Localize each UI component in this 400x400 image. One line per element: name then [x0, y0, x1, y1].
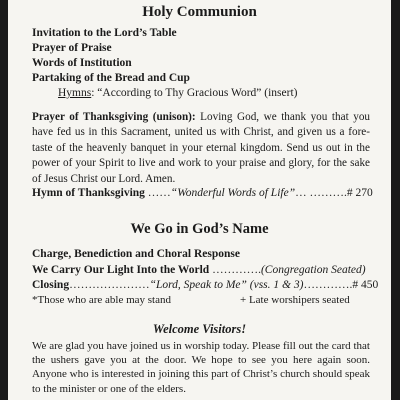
- item-partaking: Partaking of the Bread and Cup: [32, 72, 190, 84]
- item-invitation: Invitation to the Lord’s Table: [32, 27, 177, 39]
- carry-dots: ………….: [209, 264, 261, 276]
- carry-line: [32, 263, 370, 277]
- closing-title: “Lord, Speak to Me” (vss. 1 & 3): [149, 279, 304, 291]
- closing-dots2: ………….: [303, 279, 353, 291]
- communion-title: Holy Communion: [142, 4, 257, 20]
- hymn-thanks-dots2: … ……….: [295, 187, 347, 199]
- welcome-title: Welcome Visitors!: [152, 322, 247, 336]
- item-prayer-of-praise: Prayer of Praise: [32, 42, 112, 54]
- stand-note: *Those who are able may stand: [32, 294, 171, 306]
- welcome-text: We are glad you have joined us in worship today. Please fill out the card that the ushers gave you at the door. We hope to see you here again soon. Anyone who is interested in joining this part of Christ’s church should speak to the minister or one of the elders.: [32, 340, 370, 395]
- closing-number: # 450: [352, 279, 379, 291]
- hymn-thanks-title: “Wonderful Words of Life”: [170, 187, 296, 199]
- closing-label: Closing: [32, 279, 70, 291]
- hymn-thanks-dots: ……: [144, 187, 171, 199]
- go-title: We Go in God’s Name: [130, 221, 269, 237]
- closing-dots: …………………: [69, 279, 150, 291]
- item-words-of-institution: Words of Institution: [32, 57, 132, 69]
- carry-label: We Carry Our Light Into the World: [32, 264, 210, 276]
- hymns-label: Hymns: [58, 87, 92, 99]
- prayer-text: Loving God, we thank you that you have fed us in this Sacrament, united us with Christ, and given us a fore-taste of the heavenly banquet in your eternal kingdom. Send us out in the power of your Spirit to live and work to your praise and glory, for the sake of Jesus Christ our Lord. Amen.: [32, 111, 371, 185]
- charge-line: Charge, Benediction and Choral Response: [32, 248, 240, 260]
- bottom-divider: ------------: [174, 394, 225, 400]
- hymn-thanks-label: Hymn of Thanksgiving: [32, 187, 145, 199]
- closing-line: [32, 278, 379, 292]
- carry-note: (Congregation Seated): [260, 264, 366, 276]
- late-note: + Late worshipers seated: [240, 294, 350, 306]
- hymns-line: [58, 86, 391, 100]
- hymns-text: : “According to Thy Gracious Word” (insert): [91, 87, 298, 99]
- hymn-of-thanksgiving-line: [32, 186, 373, 200]
- prayer-label: Prayer of Thanksgiving (unison):: [32, 111, 196, 123]
- prayer-of-thanksgiving: [32, 110, 370, 187]
- bulletin-page: [8, 0, 391, 400]
- hymn-thanks-number: # 270: [346, 187, 373, 199]
